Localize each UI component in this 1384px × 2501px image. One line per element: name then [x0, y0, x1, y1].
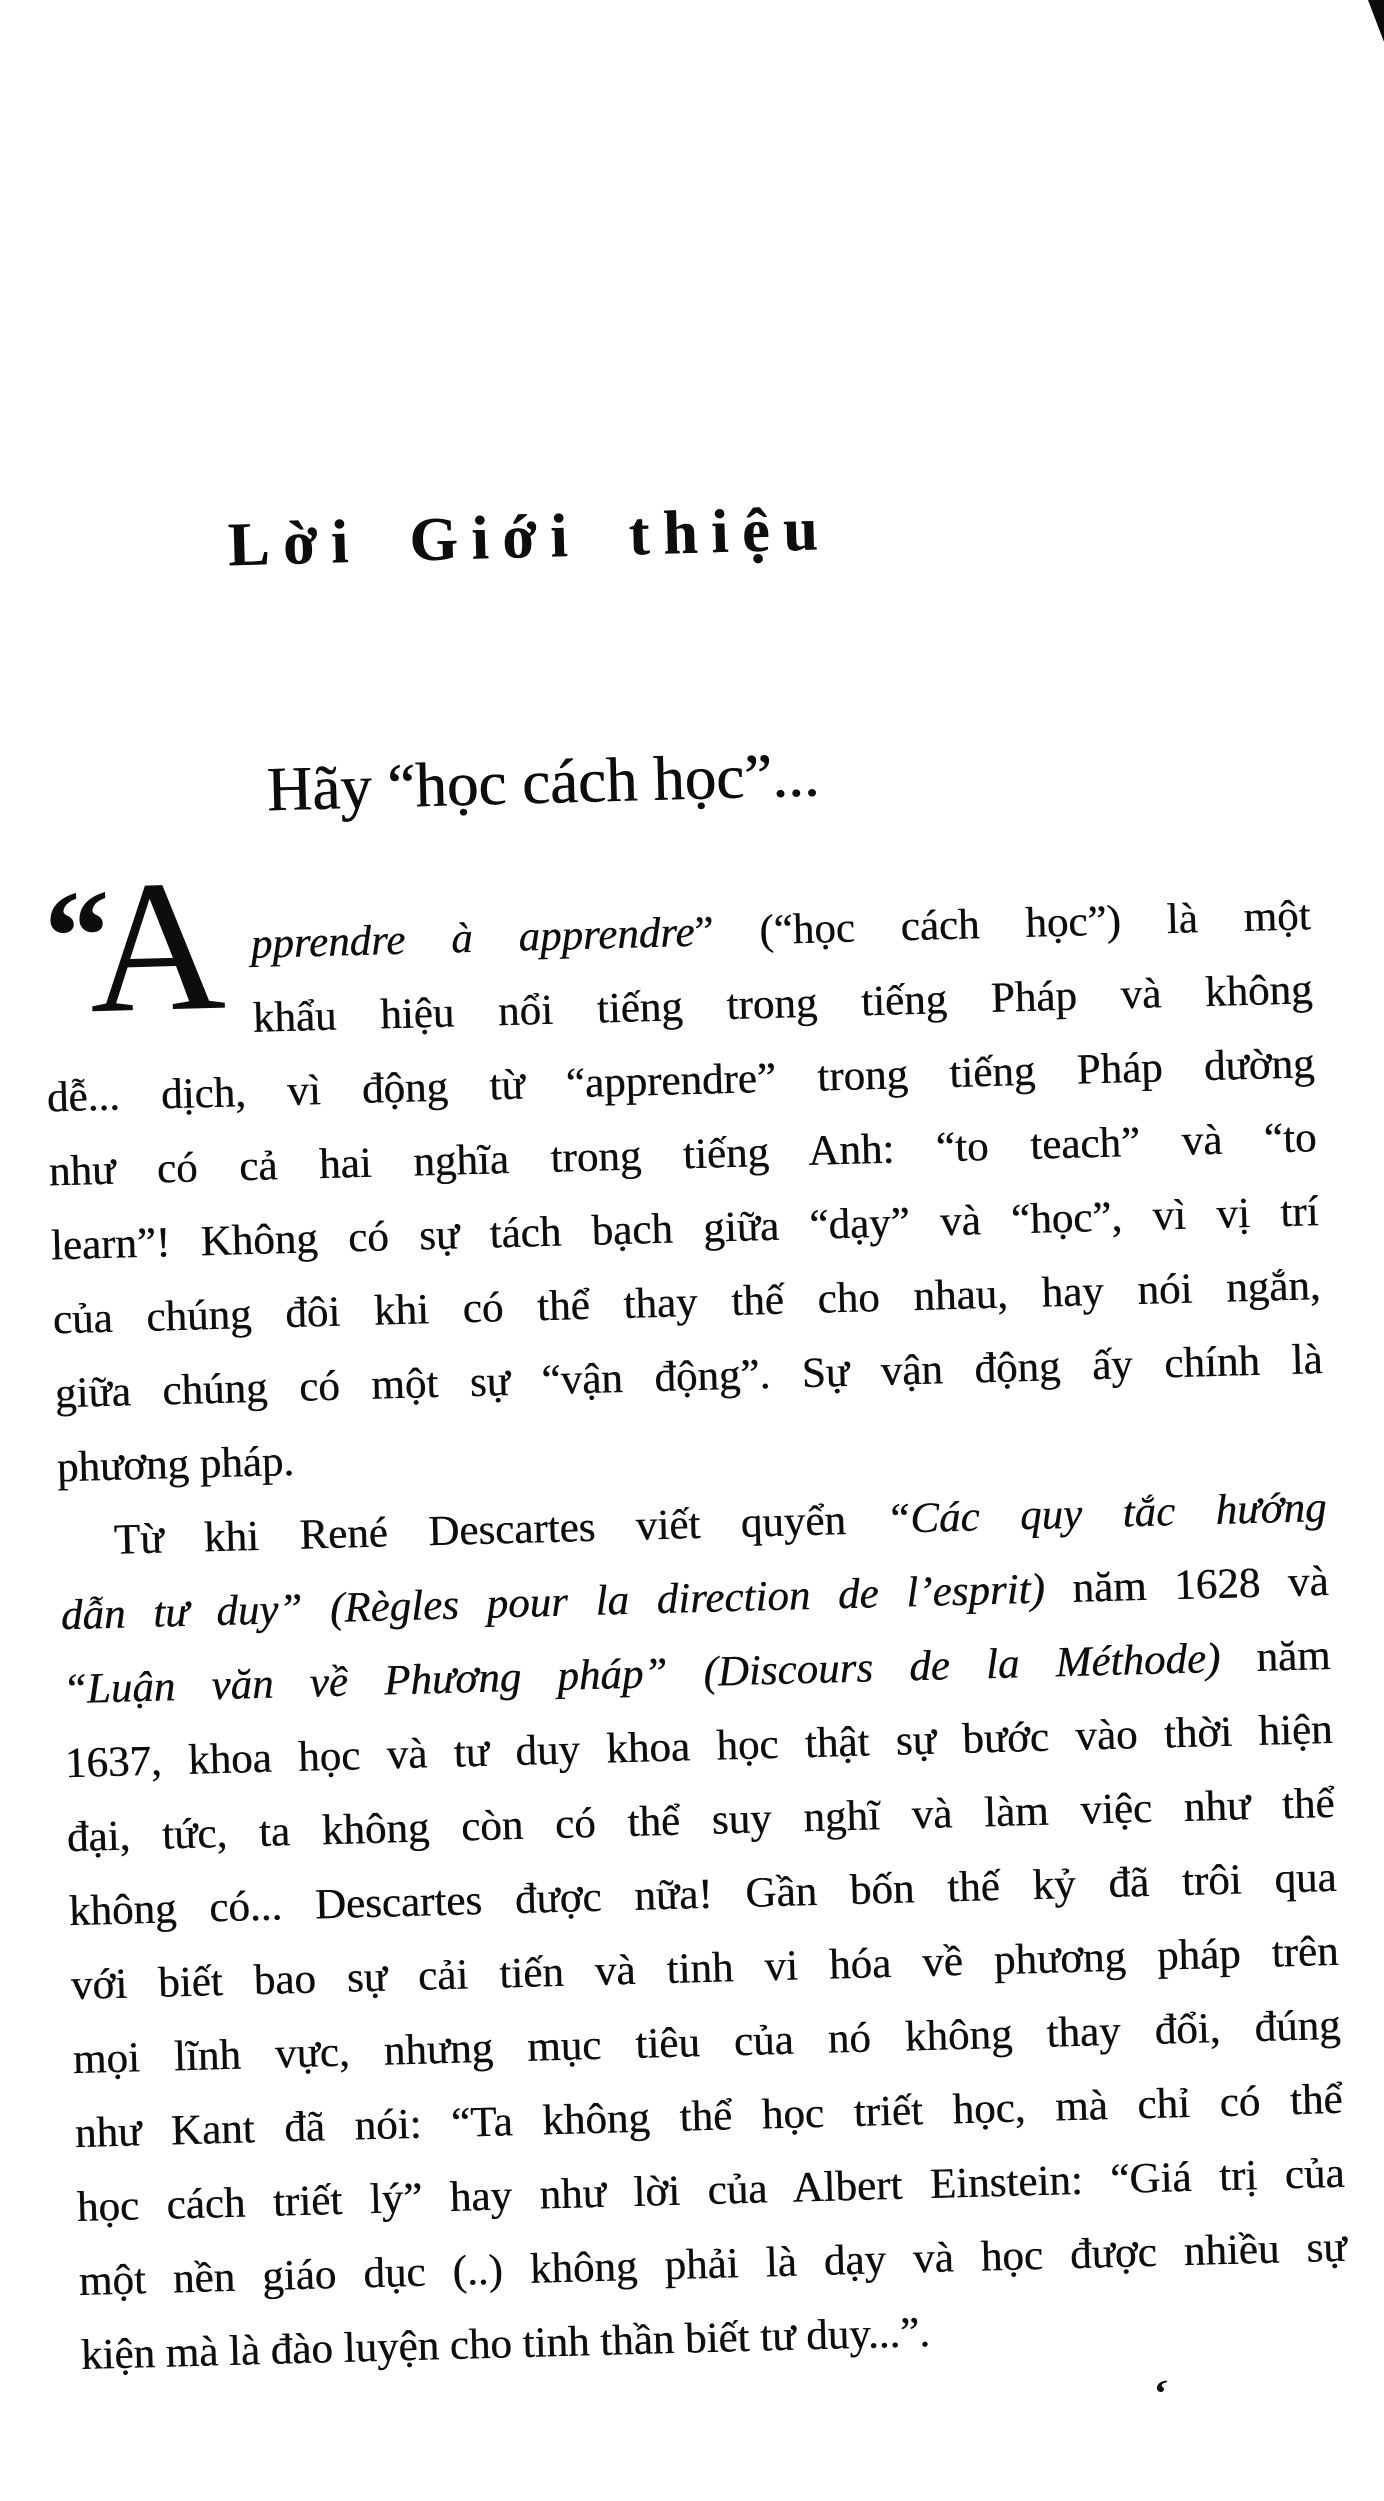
- text-segment: Từ khi René Descartes viết quyển: [113, 1496, 887, 1564]
- text-segment: một nền giáo dục (..) không phải là dạy và học được nhiều sự: [78, 2224, 1347, 2305]
- text-segment: không có... Descartes được nữa! Gần bốn thế kỷ đã trôi qua: [68, 1854, 1337, 1935]
- page-content: [18, 0, 1353, 2501]
- text-segment: kiện mà là đào luyện cho tinh thần biết tư duy...”.: [80, 2309, 930, 2379]
- section-subtitle: Hãy “học cách học”...: [266, 738, 820, 826]
- italic-text-segment: pprendre à apprendre: [250, 909, 695, 968]
- paragraph: [42, 879, 1326, 1505]
- text-segment: phương pháp.: [56, 1438, 294, 1491]
- scan-corner-artifact: [1368, 0, 1384, 42]
- opening-quote-mark: “: [43, 870, 103, 1003]
- text-segment: mọi lĩnh vực, nhưng mục tiêu của nó không thay đổi, đúng: [72, 2002, 1341, 2083]
- article-body: [42, 879, 1350, 2393]
- text-segment: năm: [1220, 1632, 1331, 1682]
- text-segment: như có cả hai nghĩa trong tiếng Anh: “to teach” và “to: [48, 1114, 1317, 1195]
- italic-text-segment: dẫn tư duy” (Règles pour la direction de l’esprit): [60, 1566, 1045, 1640]
- text-segment: ” (“học cách học”) là một: [694, 892, 1311, 956]
- dropcap-letter: A: [86, 851, 227, 1043]
- text-segment: năm 1628 và: [1044, 1558, 1329, 1613]
- paragraph: [58, 1471, 1350, 2393]
- italic-text-segment: “Luận văn về Phương pháp” (Discours de la Méthode): [62, 1635, 1221, 1713]
- text-segment: học cách triết lý” hay như lời của Albert Einstein: “Giá trị của: [76, 2150, 1345, 2231]
- text-segment: learn”! Không có sự tách bạch giữa “dạy” và “học”, vì vị trí: [50, 1188, 1319, 1269]
- text-segment: đại, tức, ta không còn có thể suy nghĩ và làm việc như thể: [66, 1780, 1335, 1861]
- text-segment: 1637, khoa học và tư duy khoa học thật sự bước vào thời hiện: [64, 1706, 1333, 1787]
- text-segment: như Kant đã nói: “Ta không thể học triết học, mà chỉ có thể: [74, 2076, 1343, 2157]
- italic-text-segment: “Các quy tắc hướng: [886, 1484, 1327, 1543]
- dropcap: [42, 908, 254, 1060]
- text-segment: dễ... dịch, vì động từ “apprendre” trong tiếng Pháp dường: [46, 1040, 1315, 1121]
- text-segment: giữa chúng có một sự “vận động”. Sự vận động ấy chính là: [54, 1336, 1323, 1417]
- text-segment: khẩu hiệu nổi tiếng trong tiếng Pháp và không: [252, 966, 1313, 1042]
- text-segment: của chúng đôi khi có thể thay thế cho nhau, hay nói ngắn,: [52, 1262, 1321, 1343]
- text-segment: với biết bao sự cải tiến và tinh vi hóa về phương pháp trên: [70, 1928, 1339, 2009]
- scan-ink-speck: ‘: [1146, 2369, 1171, 2419]
- chapter-title: Lời Giới thiệu: [227, 494, 832, 581]
